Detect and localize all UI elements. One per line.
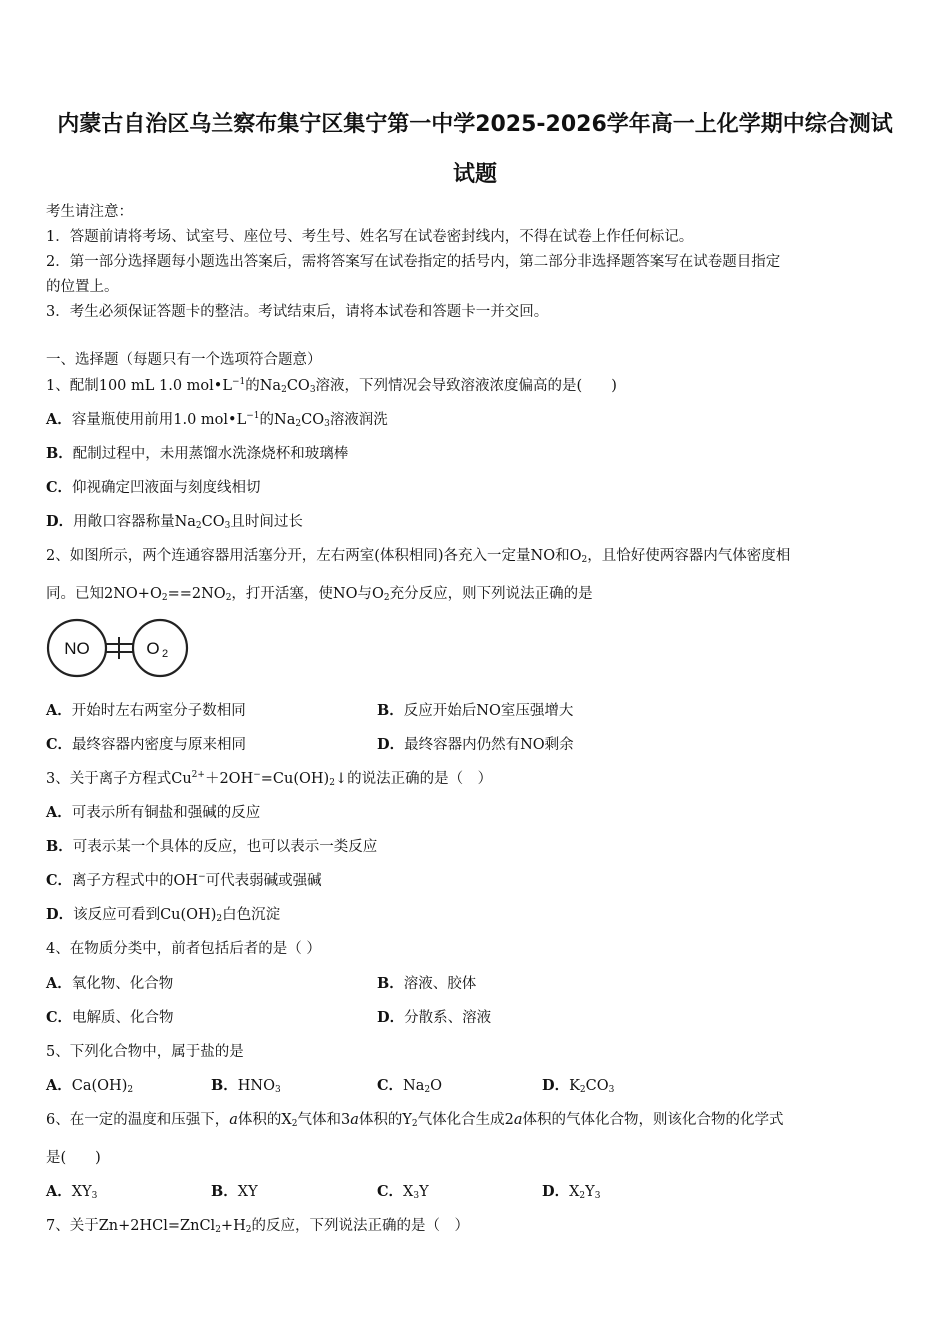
question-4-option-d[interactable]: D．分散系、溶液 (377, 1009, 492, 1026)
diagram-label-no: NO (64, 639, 90, 658)
notice-heading: 考生请注意： (46, 204, 133, 220)
question-2-option-c[interactable]: C．最终容器内密度与原来相同 (46, 736, 247, 753)
question-5-option-b[interactable]: B．$HNO_3$ (211, 1077, 281, 1095)
question-1-option-c[interactable]: C．仰视确定凹液面与刻度线相切 (46, 479, 261, 496)
question-3-stem: 3、关于离子方程式$Cu^{2+}+2OH^-=Cu(OH)_2↓$的说法正确的是（ ） (46, 770, 493, 788)
question-4-stem: 4、在物质分类中，前者包括后者的是（ ） (46, 941, 321, 957)
question-4-option-b[interactable]: B．溶液、胶体 (377, 975, 477, 992)
connected-containers-diagram (44, 615, 190, 681)
diagram-label-o2: O (146, 639, 160, 658)
o2-chamber (133, 620, 187, 676)
question-3-option-d[interactable]: D．该反应可看到$Cu(OH)_2$白色沉淀 (46, 906, 281, 924)
diagram-label-o2-subscript: 2 (161, 648, 169, 660)
notice-item: 2．第一部分选择题每小题选出答案后，需将答案写在试卷指定的括号内，第二部分非选择题答案写在试卷题目指定 (46, 254, 781, 270)
question-1-option-d[interactable]: D．用敞口容器称量$Na_2CO_3$且时间过长 (46, 513, 303, 531)
notice-item: 1．答题前请将考场、试室号、座位号、考生号、姓名写在试卷密封线内，不得在试卷上作任何标记。 (46, 229, 694, 245)
question-2-option-b[interactable]: B．反应开始后NO室压强增大 (377, 702, 574, 719)
question-5-option-c[interactable]: C．$Na_2O$ (377, 1077, 443, 1095)
question-6-stem-continued: 是( ) (46, 1150, 101, 1166)
question-6-option-d[interactable]: D．$X_2Y_3$ (542, 1183, 601, 1201)
question-2-stem-continued: 同。已知$2NO+O_2==2NO_2$，打开活塞，使NO与$O_2$充分反应，则下列说法正确的是 (46, 586, 593, 603)
section-heading: 一、选择题（每题只有一个选项符合题意） (46, 352, 322, 368)
question-3-option-a[interactable]: A．可表示所有铜盐和强碱的反应 (46, 804, 261, 821)
page-title: 内蒙古自治区乌兰察布集宁区集宁第一中学2025-2026学年高一上化学期中综合测试 (57, 112, 893, 137)
question-6-option-a[interactable]: A．$XY_3$ (46, 1183, 98, 1201)
question-1-option-b[interactable]: B．配制过程中，未用蒸馏水洗涤烧杯和玻璃棒 (46, 445, 349, 462)
notice-item: 的位置上。 (46, 279, 119, 295)
question-7-stem: 7、关于$Zn+2HCl=ZnCl_2+H_2$的反应，下列说法正确的是（ ） (46, 1218, 469, 1235)
question-3-option-b[interactable]: B．可表示某一个具体的反应，也可以表示一类反应 (46, 838, 378, 855)
question-5-stem: 5、下列化合物中，属于盐的是 (46, 1044, 244, 1060)
question-6-option-b[interactable]: B．XY (211, 1183, 258, 1200)
question-3-option-c[interactable]: C．离子方程式中的OH−可代表弱碱或强碱 (46, 872, 322, 889)
notice-item: 3．考生必须保证答题卡的整洁。考试结束后，请将本试卷和答题卡一并交回。 (46, 304, 549, 320)
question-4-option-c[interactable]: C．电解质、化合物 (46, 1009, 174, 1026)
question-6-option-c[interactable]: C．$X_3Y$ (377, 1183, 429, 1201)
question-1-option-a[interactable]: A．容量瓶使用前用1.0 $mol•L^{-1}$的$Na_2CO_3$溶液润洗 (46, 411, 388, 429)
question-2-stem: 2、如图所示，两个连通容器用活塞分开，左右两室(体积相同)各充入一定量NO和$O_2$，且恰好使两容器内气体密度相 (46, 548, 791, 565)
question-4-option-a[interactable]: A．氧化物、化合物 (46, 975, 174, 992)
question-6-stem: 6、在一定的温度和压强下，a体积的$X_2$气体和3a体积的$Y_2$气体化合生成2a体积的气体化合物，则该化合物的化学式 (46, 1112, 784, 1129)
question-2-option-a[interactable]: A．开始时左右两室分子数相同 (46, 702, 246, 719)
question-5-option-d[interactable]: D．$K_2CO_3$ (542, 1077, 615, 1095)
question-5-option-a[interactable]: A．$Ca(OH)_2$ (46, 1077, 134, 1095)
question-2-option-d[interactable]: D．最终容器内仍然有NO剩余 (377, 736, 574, 753)
question-1-stem: 1、配制100 mL 1.0 $mol•L^{-1}$的$Na_2CO_3$溶液，下列情况会导致溶液浓度偏高的是( ) (46, 377, 617, 395)
page-title-continued: 试题 (452, 162, 497, 187)
